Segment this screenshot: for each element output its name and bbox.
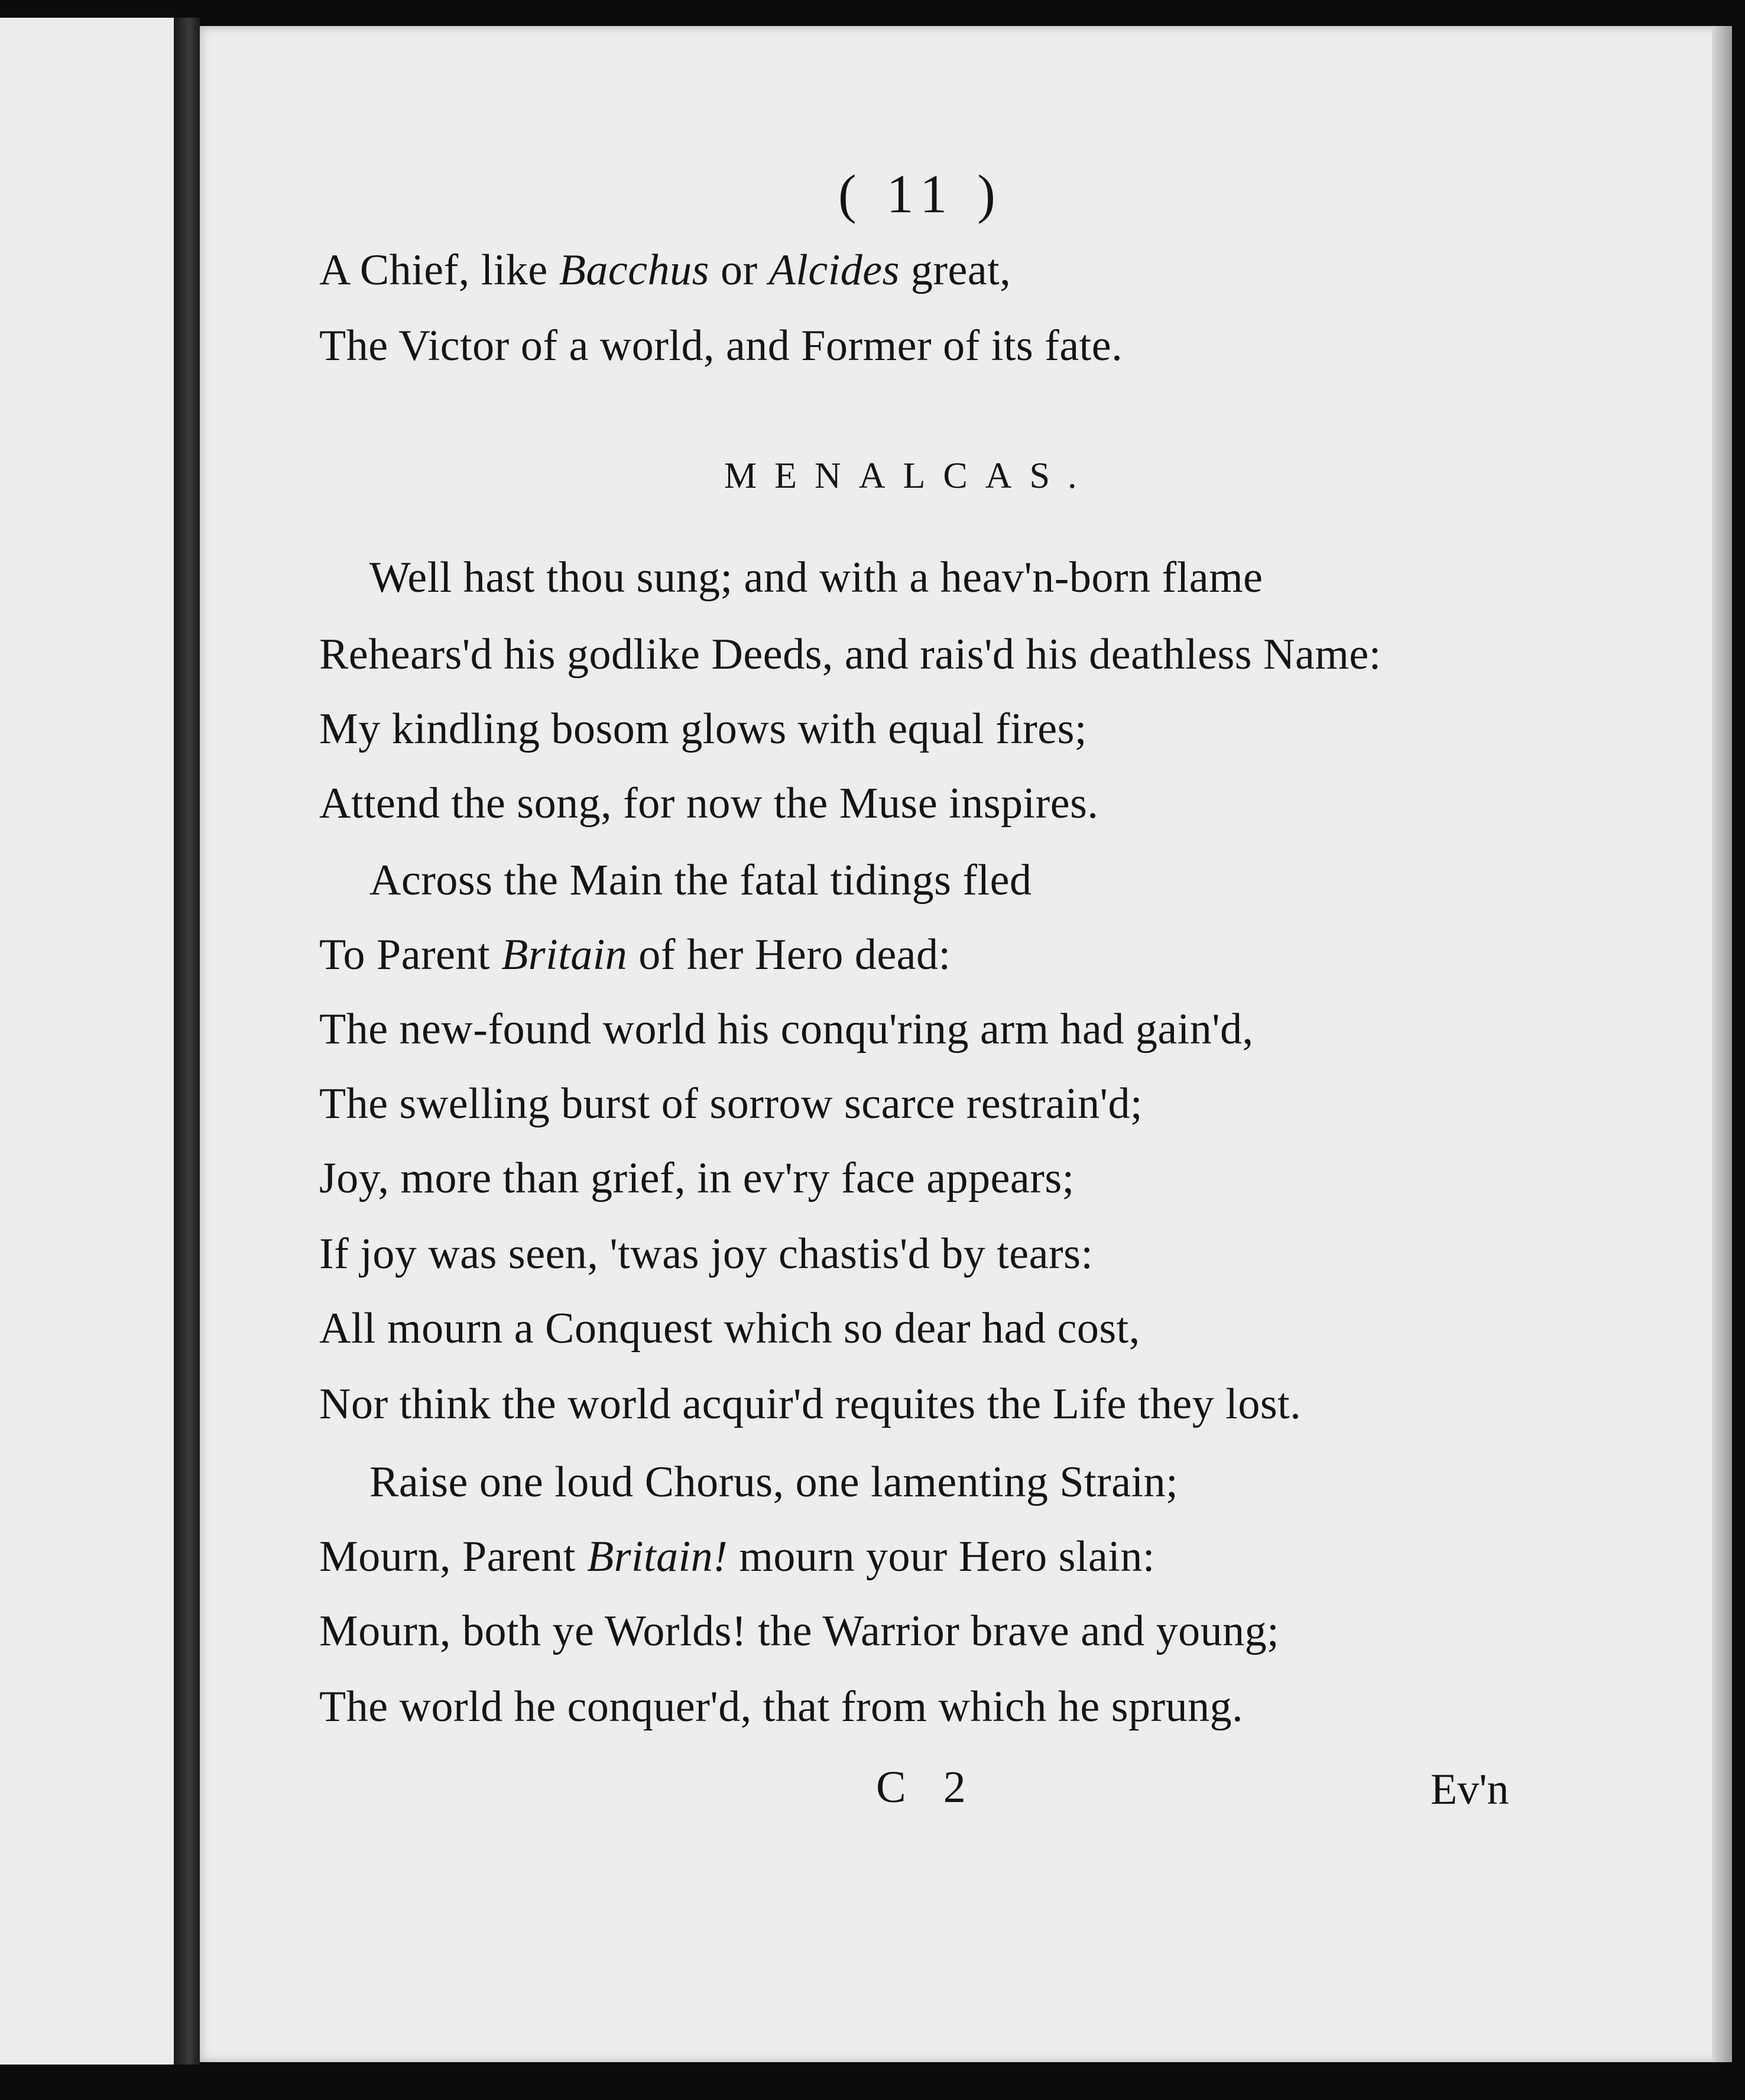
text-run: A Chief, like [319, 246, 559, 294]
poem-line [319, 933, 951, 977]
poem-line [319, 324, 1123, 368]
page-right-edge [1712, 26, 1732, 2062]
poem-line: The swelling burst of sorrow scarce restrain'd; [319, 1080, 1143, 1128]
italic-word: Britain! [587, 1532, 728, 1581]
text-run: The Victor of a world, and Former of its fate. [319, 322, 1123, 370]
poem-line: Nor think the world acquir'd requites the Life they lost. [319, 1380, 1302, 1428]
poem-line: If joy was seen, 'twas joy chastis'd by tears: [319, 1230, 1094, 1278]
text-run: To Parent [319, 931, 502, 979]
text-run: or [709, 246, 769, 294]
text-run: Mourn, Parent [319, 1532, 587, 1581]
text-run: of her Hero dead: [627, 931, 951, 979]
poem-line: Raise one loud Chorus, one lamenting Strain; [369, 1458, 1179, 1506]
italic-word: Bacchus [559, 246, 709, 294]
poem-line: All mourn a Conquest which so dear had cost, [319, 1304, 1140, 1353]
text-run: great, [899, 246, 1011, 294]
poem-line [319, 1532, 1155, 1581]
poem-line: Mourn, both ye Worlds! the Warrior brave and young; [319, 1607, 1280, 1655]
italic-word: Alcides [768, 246, 900, 294]
poem-line: The new-found world his conqu'ring arm had gain'd, [319, 1005, 1254, 1054]
facing-page-edge [0, 18, 174, 2065]
speaker-heading: MENALCAS. [724, 456, 1095, 496]
poem-line: Attend the song, for now the Muse inspires. [319, 779, 1099, 828]
catchword: Ev'n [1431, 1765, 1509, 1814]
poem-line: My kindling bosom glows with equal fires; [319, 705, 1087, 753]
signature-mark: C 2 [876, 1762, 979, 1812]
italic-word: Britain [501, 931, 628, 979]
page-number: ( 11 ) [838, 164, 1004, 224]
book-gutter [174, 18, 200, 2065]
poem-line: Rehears'd his godlike Deeds, and rais'd his deathless Name: [319, 630, 1381, 679]
poem-line: The world he conquer'd, that from which he sprung. [319, 1683, 1244, 1731]
poem-line: Across the Main the fatal tidings fled [369, 856, 1032, 905]
poem-line: Joy, more than grief, in ev'ry face appears; [319, 1154, 1075, 1203]
text-run: mourn your Hero slain: [728, 1532, 1155, 1581]
poem-line: Well hast thou sung; and with a heav'n-born flame [369, 553, 1263, 602]
poem-line [319, 248, 1011, 292]
